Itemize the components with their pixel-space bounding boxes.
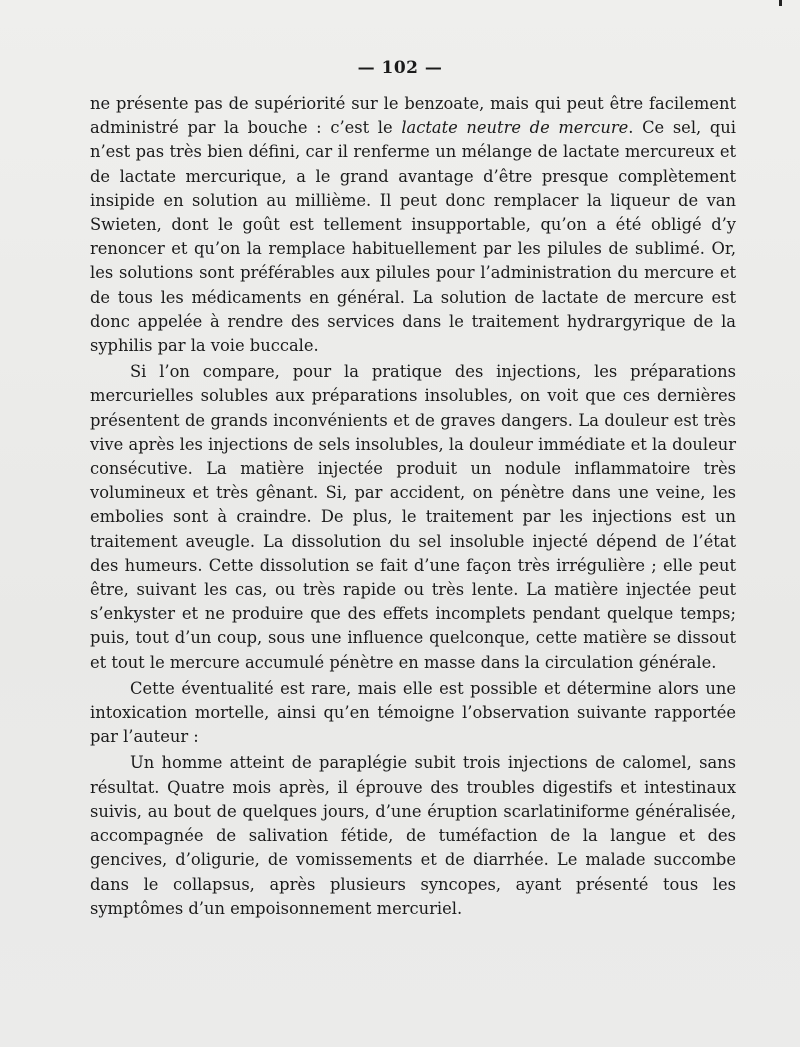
paragraph-1-italic-term: lactate neutre de mercure <box>401 118 629 138</box>
paragraph-1-text-after: . Ce sel, qui n’est pas très bien défini, car il renferme un mélange de lactate mercureux et de lactate mercurique, a le grand avantage d’être presque complètement insipide en solution au millième. Il peut donc remplacer la liqueur de van Swieten, dont le goût est tellement insupportable, qu’on a été obligé d’y renoncer et qu’on la remplace habituellement par les pilules de sublimé. Or, les solutions sont préférables aux pilules pour l’administration du mercure et de tous les médicaments en général. La solution de lactate de mercure est donc appelée à rendre des services dans le traitement hydrargyrique de la syphilis par la voie buccale. <box>90 118 736 356</box>
page-number: — 102 — <box>357 58 443 78</box>
paragraph-4: Un homme atteint de paraplégie subit trois injections de calomel, sans résultat. Quatre mois après, il éprouve des troubles digestifs et intestinaux suivis, au bout de quelques jours, d’une éruption scarlatiniforme généralisée, accompagnée de salivation fétide, de tuméfaction de la langue et des gencives, d’oligurie, de vomissements et de diarrhée. Le malade succombe dans le collapsus, après plusieurs syncopes, ayant présenté tous les symptômes d’un empoisonnement mercuriel. <box>90 753 736 918</box>
paragraph-1-text-before: ne présente pas de supériorité sur le benzoate, mais qui peut être facilement administré par la bouche : c’est le <box>90 94 736 138</box>
paragraph-2: Si l’on compare, pour la pratique des injections, les préparations mercurielles solubles aux préparations insolubles, on voit que ces dernières présentent de grands inconvénients et de graves dangers. La douleur est très vive après les injections de sels insolubles, la douleur immédiate et la douleur consécutive. La matière injectée produit un nodule inflammatoire très volumineux et très gênant. Si, par accident, on pénètre dans une veine, les embolies sont à craindre. De plus, le traitement par les injections est un traitement aveugle. La dissolution du sel insoluble injecté dépend de l’état des humeurs. Cette dissolution se fait d’une façon très irrégulière ; elle peut être, suivant les cas, ou très rapide ou très lente. La matière injectée peut s’enkyster et ne produire que des effets incomplets pendant quelque temps; puis, tout d’un coup, sous une influence quelconque, cette matière se dissout et tout le mercure accumulé pénètre en masse dans la circulation générale. <box>90 362 736 672</box>
page-edge-mark <box>779 0 782 6</box>
page-text-body <box>90 92 736 921</box>
paragraph-1 <box>90 92 736 358</box>
paragraph-3: Cette éventualité est rare, mais elle est possible et détermine alors une intoxication mortelle, ainsi qu’en témoigne l’observation suivante rapportée par l’auteur : <box>90 678 736 747</box>
